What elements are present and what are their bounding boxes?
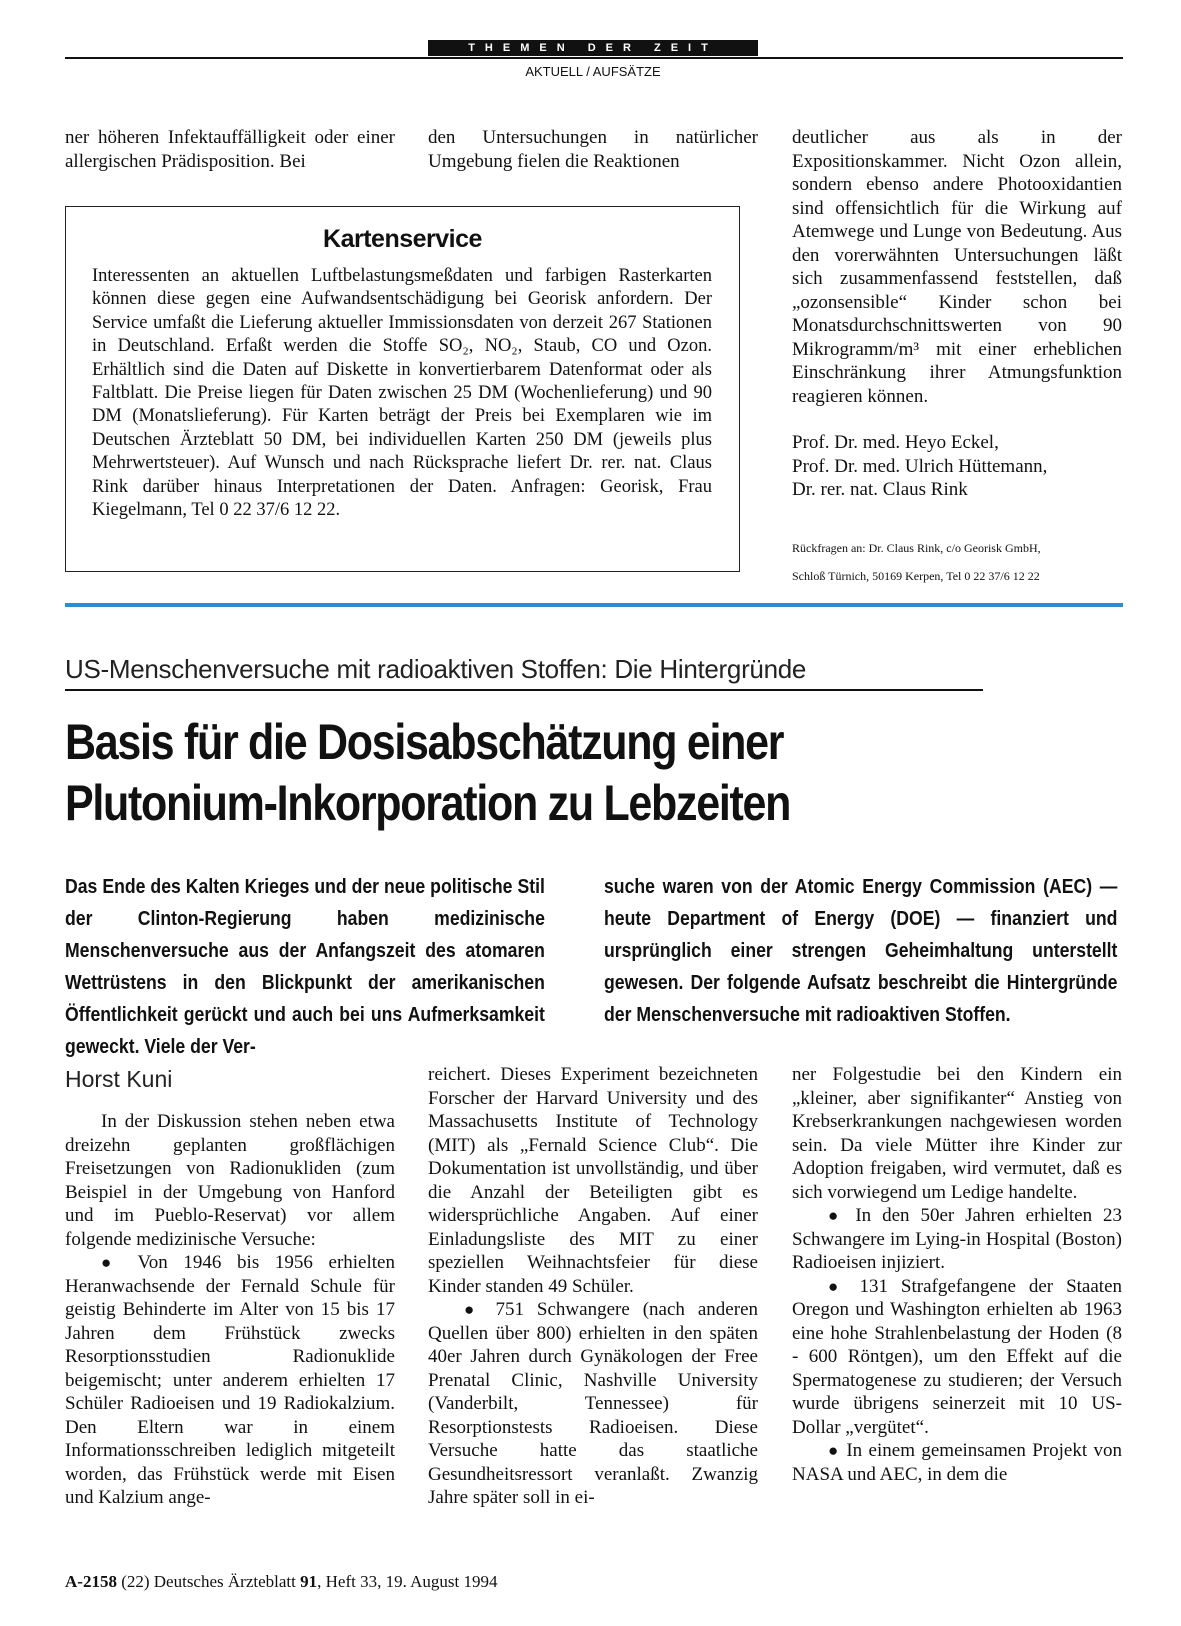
author-credits <box>792 431 1122 502</box>
bullet-icon: ● <box>828 1441 840 1460</box>
header-rule <box>65 57 1123 59</box>
kartenservice-body: Interessenten an aktuellen Luftbelastungsmeßdaten und farbigen Rasterkarten können diese gegen eine Aufwandsentschädigung bei Georisk anfordern. Der Service umfaßt die Lieferung aktueller Immissionsdaten von derzeit 267 Stationen in Deutschland. Erfaßt werden die Stoffe SO₂, NO₂, Staub, CO und Ozon. Erhältlich sind die Daten auf Diskette in konvertierbarem Datenformat oder als Faltblatt. Die Preise liegen für Daten zwischen 25 DM (Wochenlieferung) und 90 DM (Monatslieferung). Für Karten beträgt der Preis bei Exemplaren wie im Deutschen Ärzteblatt 50 DM, bei individuellen Karten 250 DM (jeweils plus Mehrwertsteuer). Auf Wunsch und nach Rücksprache liefert Dr. rer. nat. Claus Rink darüber hinaus Interpretationen der Daten. Anfragen: Georisk, Frau Kiegelmann, Tel 0 22 37/6 12 22. <box>92 266 712 521</box>
contact-note <box>792 534 1122 590</box>
body-paragraph: ner Folgestudie bei den Kindern ein „kleiner, aber signifikanter“ Anstieg von Krebserkrankungen nachgewiesen worden sein. Da viele Mütter ihre Kinder zur Adoption freigaben, wird vermutet, daß es sich vorwiegend um Ledige handelte. <box>792 1064 1122 1203</box>
headline-line: Basis für die Dosisabschätzung einer <box>65 714 784 770</box>
kartenservice-box <box>65 206 740 572</box>
contact-line: Schloß Türnich, 50169 Kerpen, Tel 0 22 37/6 12 22 <box>792 569 1040 583</box>
author-credit-line: Dr. rer. nat. Claus Rink <box>792 479 968 500</box>
body-bullet-paragraph <box>792 1204 1122 1275</box>
body-bullet-paragraph <box>65 1251 395 1510</box>
top-column-1: ner höheren Infektauffälligkeit oder einer allergischen Prädisposition. Bei <box>65 127 395 172</box>
article-author: Horst Kuni <box>65 1066 173 1092</box>
contact-line: Rückfragen an: Dr. Claus Rink, c/o Georisk GmbH, <box>792 541 1041 555</box>
bullet-text: 751 Schwangere (nach anderen Quellen über 800) erhielten in den späten 40er Jahren durch Gynäkologen der Free Prenatal Clinic, Nashville University (Vanderbilt, Tennessee) für Resorptionstests Radioeisen. Diese Versuche hatte das staatliche Gesundheitsressort veranlaßt. Zwanzig Jahre später soll in ei- <box>428 1299 758 1508</box>
author-credit-line: Prof. Dr. med. Ulrich Hüttemann, <box>792 455 1048 477</box>
body-column-2 <box>428 1063 758 1510</box>
footer-issue-prefix: (22) Deutsches Ärzteblatt <box>121 1572 296 1591</box>
author-credit-line: Prof. Dr. med. Heyo Eckel, <box>792 432 999 453</box>
body-column-1 <box>65 1110 395 1510</box>
bullet-text: 131 Strafgefangene der Staaten Oregon und Washington erhielten ab 1963 eine hohe Strahlenbelastung der Hoden (8 - 600 Röntgen), um den Effekt auf die Spermatogenese zu studieren; der Versuch wurde übrigens seinerzeit mit 10 US-Dollar „vergütet“. <box>792 1275 1122 1438</box>
section-divider <box>65 603 1123 607</box>
headline-line: Plutonium-Inkorporation zu Lebzeiten <box>65 775 791 831</box>
bullet-icon: ● <box>828 1206 845 1225</box>
section-label: AKTUELL / AUFSÄTZE <box>525 64 661 79</box>
page-number: A-2158 <box>65 1572 117 1591</box>
bullet-icon: ● <box>828 1276 847 1296</box>
top-column-2: den Untersuchungen in natürlicher Umgebung fielen die Reaktionen <box>428 127 758 172</box>
bullet-text: In einem gemeinsamen Projekt von NASA und AEC, in dem die <box>792 1440 1122 1485</box>
bullet-icon: ● <box>101 1253 123 1272</box>
body-paragraph: reichert. Dieses Experiment bezeichneten Forscher der Harvard University und des Massachusetts Institute of Technology (MIT) als „Fernald Science Club“. Die Dokumentation ist unvollständig, und über die Anzahl der Beteiligten gibt es widersprüchliche Angaben. Auf einer Einladungsliste des MIT zu einer speziellen Weihnachtsfeier für diese Kinder standen 49 Schüler. <box>428 1064 758 1297</box>
article-headline <box>65 712 985 834</box>
rubric-bar: THEMEN DER ZEIT <box>428 40 758 56</box>
lead-left: Das Ende des Kalten Krieges und der neue politische Stil der Clinton-Regierung haben medizinische Menschenversuche aus der Anfangszeit des atomaren Wettrüstens in den Blickpunkt der amerikanischen Öffentlichkeit gerückt und auch bei uns Aufmerksamkeit geweckt. Viele der Ver- <box>65 875 545 1058</box>
body-bullet-paragraph <box>428 1298 758 1510</box>
page-footer <box>65 1572 498 1592</box>
body-paragraph: In der Diskussion stehen neben etwa dreizehn geplanten großflächigen Freisetzungen von Radionukliden (zum Beispiel in der Umgebung von Hanford und im Pueblo-Reservat) vor allem folgende medizinische Versuche: <box>65 1111 395 1250</box>
footer-issue-suffix: , Heft 33, 19. August 1994 <box>317 1572 498 1591</box>
bullet-text: In den 50er Jahren erhielten 23 Schwangere im Lying-in Hospital (Boston) Radioeisen injiziert. <box>792 1205 1122 1273</box>
article-kicker: US-Menschenversuche mit radioaktiven Stoffen: Die Hintergründe <box>65 654 983 691</box>
footer-volume: 91 <box>300 1572 318 1591</box>
body-bullet-paragraph <box>792 1275 1122 1440</box>
kartenservice-title: Kartenservice <box>323 225 482 253</box>
body-bullet-paragraph <box>792 1439 1122 1486</box>
bullet-text: Von 1946 bis 1956 erhielten Heranwachsende der Fernald Schule für geistig Behinderte im Alter von 15 bis 17 Jahren dem Frühstück zwecks Resorptionsstudien Radionuklide beigemischt; unter anderem erhielten 17 Schüler Radioeisen und 19 Radiokalzium. Den Eltern war in einem Informationsschreiben lediglich mitgeteilt worden, das Frühstück werde mit Eisen und Kalzium ange- <box>65 1252 395 1508</box>
body-column-3 <box>792 1063 1122 1486</box>
bullet-icon: ● <box>464 1300 483 1319</box>
lead-right: suche waren von der Atomic Energy Commission (AEC) — heute Department of Energy (DOE) — finanziert und ursprünglich einer strengen Geheimhaltung unterstellt gewesen. Der folgende Aufsatz beschreibt die Hintergründe der Menschenversuche mit radioaktiven Stoffen. <box>604 875 1118 1026</box>
top-column-3: deutlicher aus als in der Expositionskammer. Nicht Ozon allein, sondern ebenso andere Photooxidantien sind offensichtlich für die Wirkung auf Atemwege und Lunge von Bedeutung. Aus den vorerwähnten Untersuchungen läßt sich zusammenfassend feststellen, daß „ozonsensible“ Kinder schon bei Monatsdurchschnittswerten von 90 Mikrogramm/m³ mit einer erheblichen Einschränkung ihrer Atmungsfunktion reagieren können. <box>792 127 1122 407</box>
